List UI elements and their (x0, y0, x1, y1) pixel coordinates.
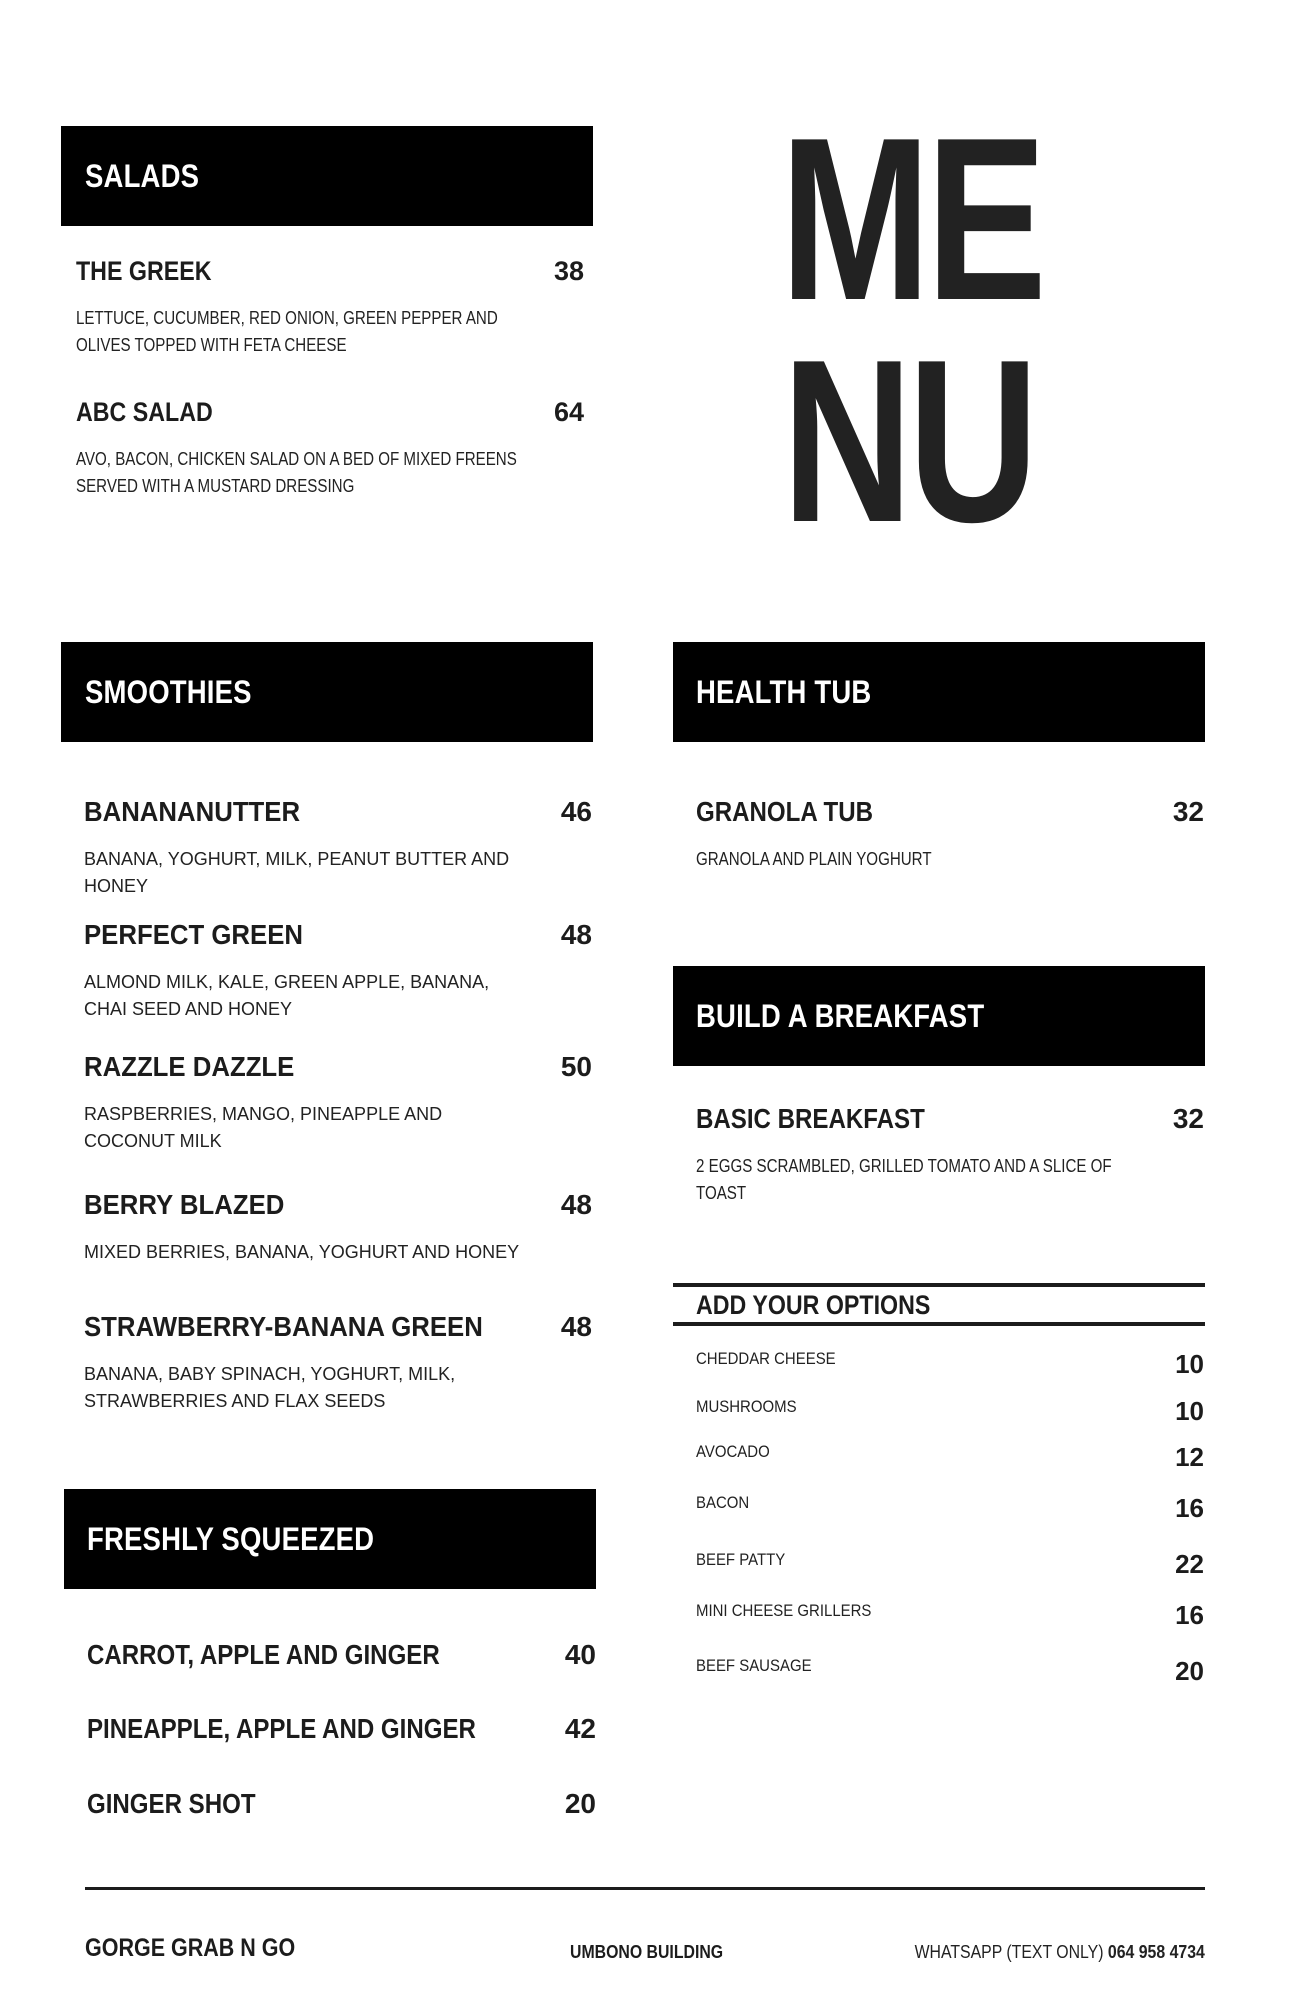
juice-item-name: GINGER SHOT (87, 1788, 256, 1819)
salad-item-description: AVO, BACON, CHICKEN SALAD ON A BED OF MIXED FREENS SERVED WITH A MUSTARD DRESSING (76, 449, 517, 496)
juice-item-name: CARROT, APPLE AND GINGER (87, 1639, 440, 1670)
juice-item-price: 20 (564, 1788, 596, 1819)
smoothie-item-price: 48 (560, 1189, 592, 1220)
smoothie-item-price: 48 (560, 919, 592, 950)
smoothie-item-name: PERFECT GREEN (84, 919, 303, 950)
option-name: MUSHROOMS (696, 1397, 797, 1416)
footer-whatsapp (915, 1942, 1205, 1963)
options-top-rule (673, 1283, 1205, 1287)
breakfast-heading: BUILD A BREAKFAST (696, 997, 985, 1034)
breakfast-item-price: 32 (1172, 1103, 1204, 1134)
smoothie-item-name: RAZZLE DAZZLE (84, 1051, 295, 1082)
salad-item-price: 38 (553, 256, 584, 286)
salad-item-price: 64 (553, 397, 584, 427)
option-price: 12 (1175, 1442, 1204, 1472)
smoothie-item-name: BANANANUTTER (84, 796, 301, 827)
smoothie-item-price: 48 (560, 1311, 592, 1342)
smoothie-item-description: BANANA, BABY SPINACH, YOGHURT, MILK, STRAWBERRIES AND FLAX SEEDS (84, 1364, 456, 1411)
option-name: BEEF PATTY (696, 1550, 786, 1569)
smoothie-item-description: BANANA, YOGHURT, MILK, PEANUT BUTTER AND HONEY (84, 849, 510, 896)
salads-heading-band (61, 126, 593, 226)
footer-divider (85, 1887, 1205, 1890)
footer-whatsapp-number: 064 958 4734 (1108, 1942, 1205, 1962)
menu-title-line2: NU (782, 312, 1035, 571)
option-name: BEEF SAUSAGE (696, 1656, 812, 1675)
options-heading: ADD YOUR OPTIONS (696, 1290, 931, 1320)
health-tub-heading-band (673, 642, 1205, 742)
option-price: 16 (1175, 1600, 1204, 1630)
freshly-squeezed-heading: FRESHLY SQUEEZED (87, 1520, 375, 1557)
health-tub-heading: HEALTH TUB (696, 673, 872, 710)
option-price: 20 (1175, 1656, 1204, 1686)
breakfast-item-name: BASIC BREAKFAST (696, 1103, 925, 1134)
menu-title-line1: ME (780, 90, 1043, 349)
option-name: MINI CHEESE GRILLERS (696, 1601, 872, 1620)
option-name: BACON (696, 1493, 750, 1512)
smoothie-item-name: BERRY BLAZED (84, 1189, 285, 1220)
smoothie-item-description: RASPBERRIES, MANGO, PINEAPPLE AND COCONUT MILK (84, 1104, 443, 1151)
smoothies-heading: SMOOTHIES (85, 673, 252, 710)
juice-item-price: 40 (564, 1639, 596, 1670)
options-bottom-rule (673, 1322, 1205, 1326)
smoothie-item-name: STRAWBERRY-BANANA GREEN (84, 1311, 483, 1342)
juice-item-price: 42 (564, 1713, 596, 1744)
option-price: 10 (1175, 1396, 1204, 1426)
salad-item-name: ABC SALAD (76, 397, 213, 427)
option-name: AVOCADO (696, 1442, 770, 1461)
health-tub-item-name: GRANOLA TUB (696, 796, 874, 827)
salad-item-description: LETTUCE, CUCUMBER, RED ONION, GREEN PEPPER AND OLIVES TOPPED WITH FETA CHEESE (76, 308, 498, 355)
juice-item-name: PINEAPPLE, APPLE AND GINGER (87, 1713, 476, 1744)
freshly-squeezed-heading-band (64, 1489, 596, 1589)
health-tub-item-description: GRANOLA AND PLAIN YOGHURT (696, 849, 932, 869)
breakfast-heading-band (673, 966, 1205, 1066)
option-price: 16 (1175, 1493, 1204, 1523)
breakfast-item-description: 2 EGGS SCRAMBLED, GRILLED TOMATO AND A SLICE OF TOAST (696, 1156, 1112, 1203)
health-tub-item-price: 32 (1172, 796, 1204, 827)
footer-location: UMBONO BUILDING (570, 1942, 724, 1962)
smoothie-item-price: 50 (560, 1051, 592, 1082)
smoothie-item-description: ALMOND MILK, KALE, GREEN APPLE, BANANA, CHAI SEED AND HONEY (84, 972, 490, 1019)
footer-brand: GORGE GRAB N GO (85, 1934, 296, 1962)
option-name: CHEDDAR CHEESE (696, 1349, 836, 1368)
option-price: 22 (1175, 1549, 1204, 1579)
smoothies-heading-band (61, 642, 593, 742)
salads-heading: SALADS (85, 157, 200, 194)
salad-item-name: THE GREEK (76, 256, 212, 286)
smoothie-item-description: MIXED BERRIES, BANANA, YOGHURT AND HONEY (84, 1242, 520, 1262)
footer-whatsapp-label: WHATSAPP (TEXT ONLY) (914, 1942, 1109, 1962)
smoothie-item-price: 46 (560, 796, 592, 827)
option-price: 10 (1175, 1349, 1204, 1379)
